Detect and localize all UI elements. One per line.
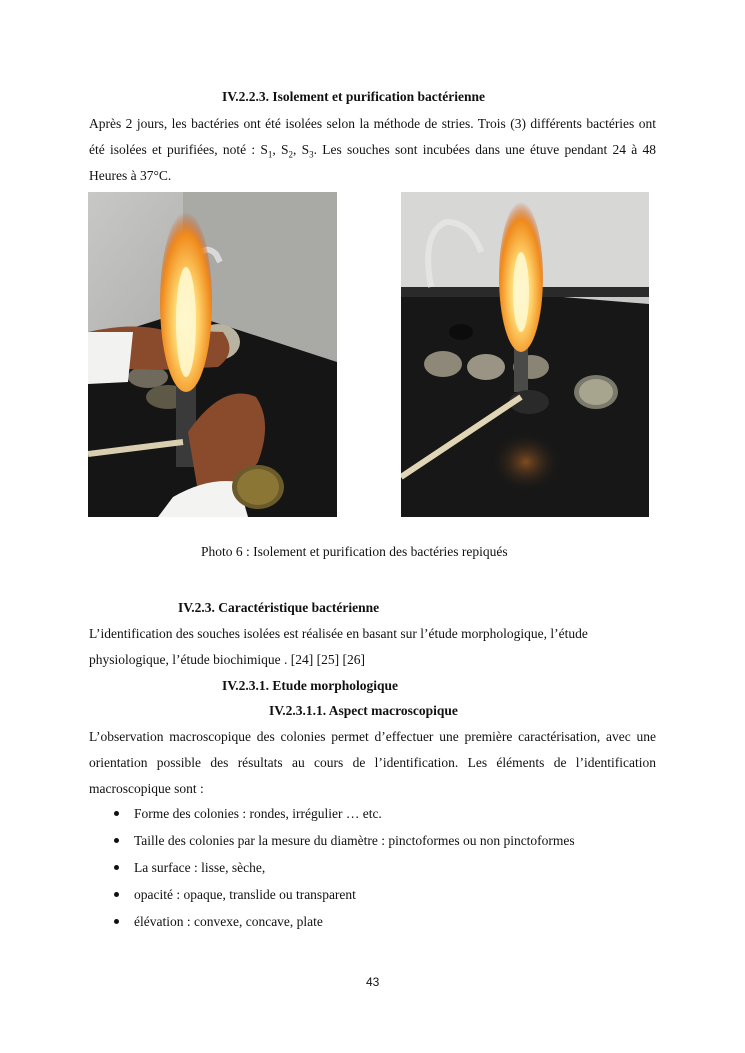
paragraph-isolement: Après 2 jours, les bactéries ont été isolées selon la méthode de stries. Trois (3) différents bactéries ont été isolées et purifiées, noté : $S_1$, $S_2$, $S_3$. Les souches sont incubées dans une étuve pendant 24 à 48 Heures à 37°C. [89, 116, 656, 183]
list-item [89, 854, 656, 881]
page-number: 43 [366, 975, 380, 989]
bullet-list-identification [89, 800, 656, 935]
photo-bunsen-burner-hands [88, 192, 337, 517]
bullet-icon [114, 865, 119, 870]
list-item [89, 800, 656, 827]
photo-bunsen-burner-petri-dishes [401, 192, 649, 517]
list-item-text: Taille des colonies par la mesure du diamètre : pinctoformes ou non pinctoformes [134, 833, 575, 848]
list-item [89, 908, 656, 935]
list-item-text: élévation : convexe, concave, plate [134, 914, 323, 929]
paragraph-identification: L’identification des souches isolées est réalisée en basant sur l’étude morphologique, l’étude physiologique, l’étude biochimique . [24] [25] [26] [89, 626, 588, 667]
list-item-text: opacité : opaque, translide ou transparent [134, 887, 356, 902]
section-heading-caracteristique: IV.2.3. Caractéristique bactérienne [178, 600, 380, 615]
list-item-text: La surface : lisse, sèche, [134, 860, 266, 875]
list-item [89, 827, 656, 854]
bullet-icon [114, 838, 119, 843]
section-heading-etude-morphologique: IV.2.3.1. Etude morphologique [222, 678, 399, 693]
photo-caption: Photo 6 : Isolement et purification des bactéries repiqués [201, 544, 508, 559]
section-heading-isolement: IV.2.2.3. Isolement et purification bactérienne [222, 89, 485, 104]
bullet-icon [114, 919, 119, 924]
section-heading-aspect-macroscopique: IV.2.3.1.1. Aspect macroscopique [269, 703, 458, 718]
paragraph-observation: L’observation macroscopique des colonies permet d’effectuer une première caractérisation, avec une orientation possible des résultats au cours de l’identification. Les éléments de l’identification macroscopique sont : [89, 729, 656, 796]
list-item [89, 881, 656, 908]
list-item-text: Forme des colonies : rondes, irrégulier … etc. [134, 806, 382, 821]
bullet-icon [114, 892, 119, 897]
bullet-icon [114, 811, 119, 816]
